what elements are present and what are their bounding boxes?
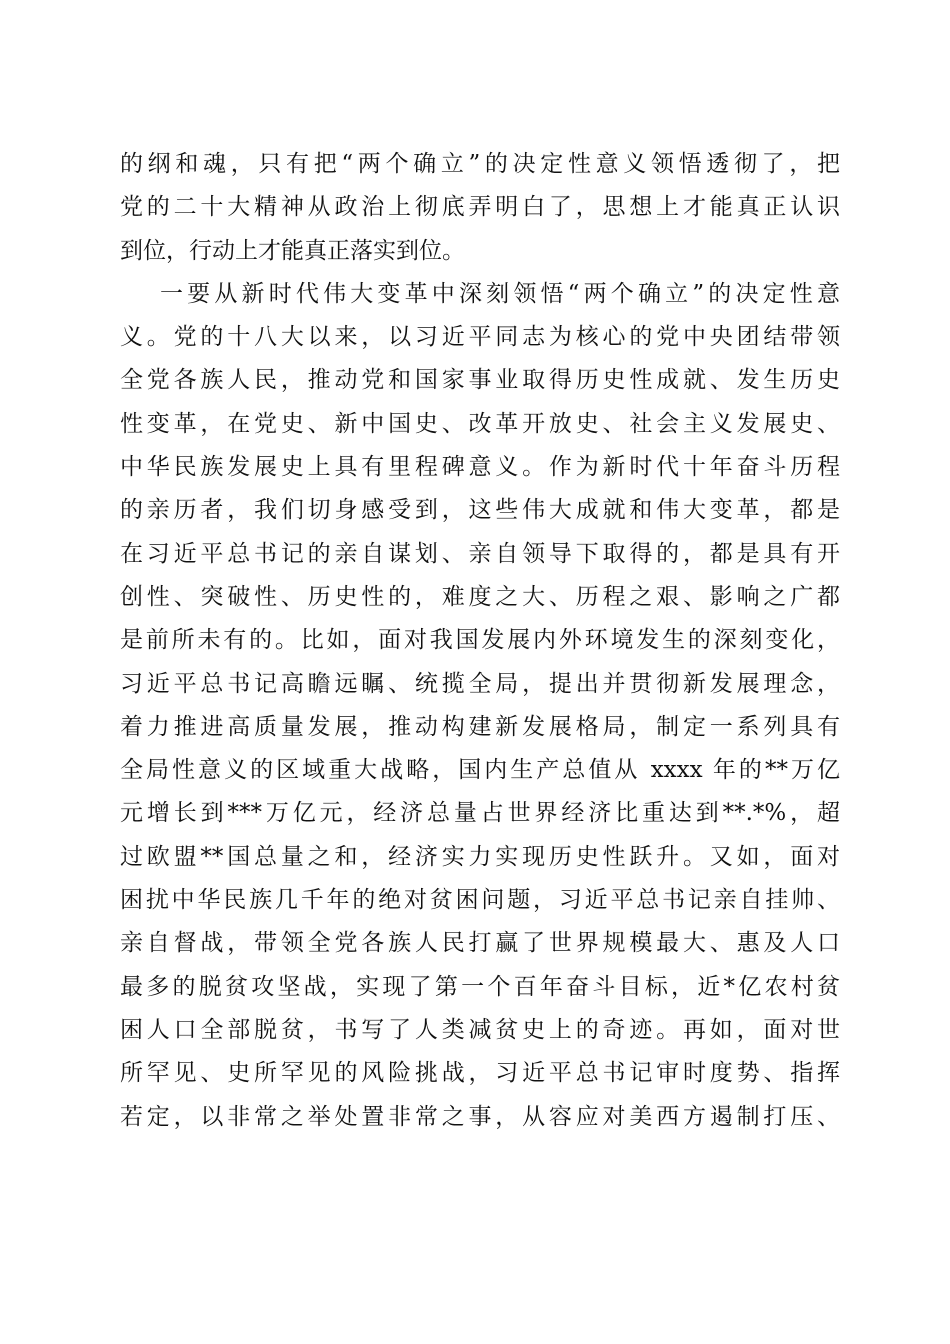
paragraph-continuation (120, 143, 840, 273)
text-line: 义。党的十八大以来，以习近平同志为核心的党中央团结带领 (120, 324, 840, 351)
text-line: 全局性意义的区域重大战略，国内生产总值从 xxxx 年的**万亿 (120, 757, 840, 784)
text-line: 党的二十大精神从政治上彻底弄明白了，思想上才能真正认识 (120, 194, 840, 221)
text-line: 困人口全部脱贫，书写了人类减贫史上的奇迹。再如，面对世 (120, 1016, 840, 1043)
document-body (120, 143, 840, 1139)
text-line: 着力推进高质量发展，推动构建新发展格局，制定一系列具有 (120, 713, 840, 740)
text-line: 习近平总书记高瞻远瞩、统揽全局，提出并贯彻新发展理念， (120, 670, 840, 697)
text-line: 的纲和魂，只有把“两个确立”的决定性意义领悟透彻了，把 (120, 151, 840, 177)
text-line: 元增长到***万亿元，经济总量占世界经济比重达到**.*%，超 (120, 800, 840, 827)
text-line: 困扰中华民族几千年的绝对贫困问题，习近平总书记亲自挂帅、 (120, 887, 840, 914)
text-line: 若定，以非常之举处置非常之事，从容应对美西方遏制打压、 (120, 1103, 840, 1130)
text-line: 创性、突破性、历史性的，难度之大、历程之艰、影响之广都 (120, 583, 840, 610)
paragraph-new-era (120, 273, 840, 1139)
text-line: 一要从新时代伟大变革中深刻领悟“两个确立”的决定性意 (160, 280, 840, 307)
text-line: 亲自督战，带领全党各族人民打赢了世界规模最大、惠及人口 (120, 930, 840, 957)
text-line: 过欧盟**国总量之和，经济实力实现历史性跃升。又如，面对 (120, 843, 840, 870)
text-line: 到位，行动上才能真正落实到位。 (120, 237, 465, 264)
text-line: 中华民族发展史上具有里程碑意义。作为新时代十年奋斗历程 (120, 454, 840, 481)
text-line: 全党各族人民，推动党和国家事业取得历史性成就、发生历史 (120, 367, 840, 394)
text-line: 性变革，在党史、新中国史、改革开放史、社会主义发展史、 (120, 410, 840, 437)
text-line: 是前所未有的。比如，面对我国发展内外环境发生的深刻变化， (120, 627, 840, 654)
text-line: 在习近平总书记的亲自谋划、亲自领导下取得的，都是具有开 (120, 540, 840, 567)
text-line: 所罕见、史所罕见的风险挑战，习近平总书记审时度势、指挥 (120, 1060, 840, 1087)
text-line: 最多的脱贫攻坚战，实现了第一个百年奋斗目标，近*亿农村贫 (120, 973, 840, 1000)
text-line: 的亲历者，我们切身感受到，这些伟大成就和伟大变革，都是 (120, 497, 840, 524)
